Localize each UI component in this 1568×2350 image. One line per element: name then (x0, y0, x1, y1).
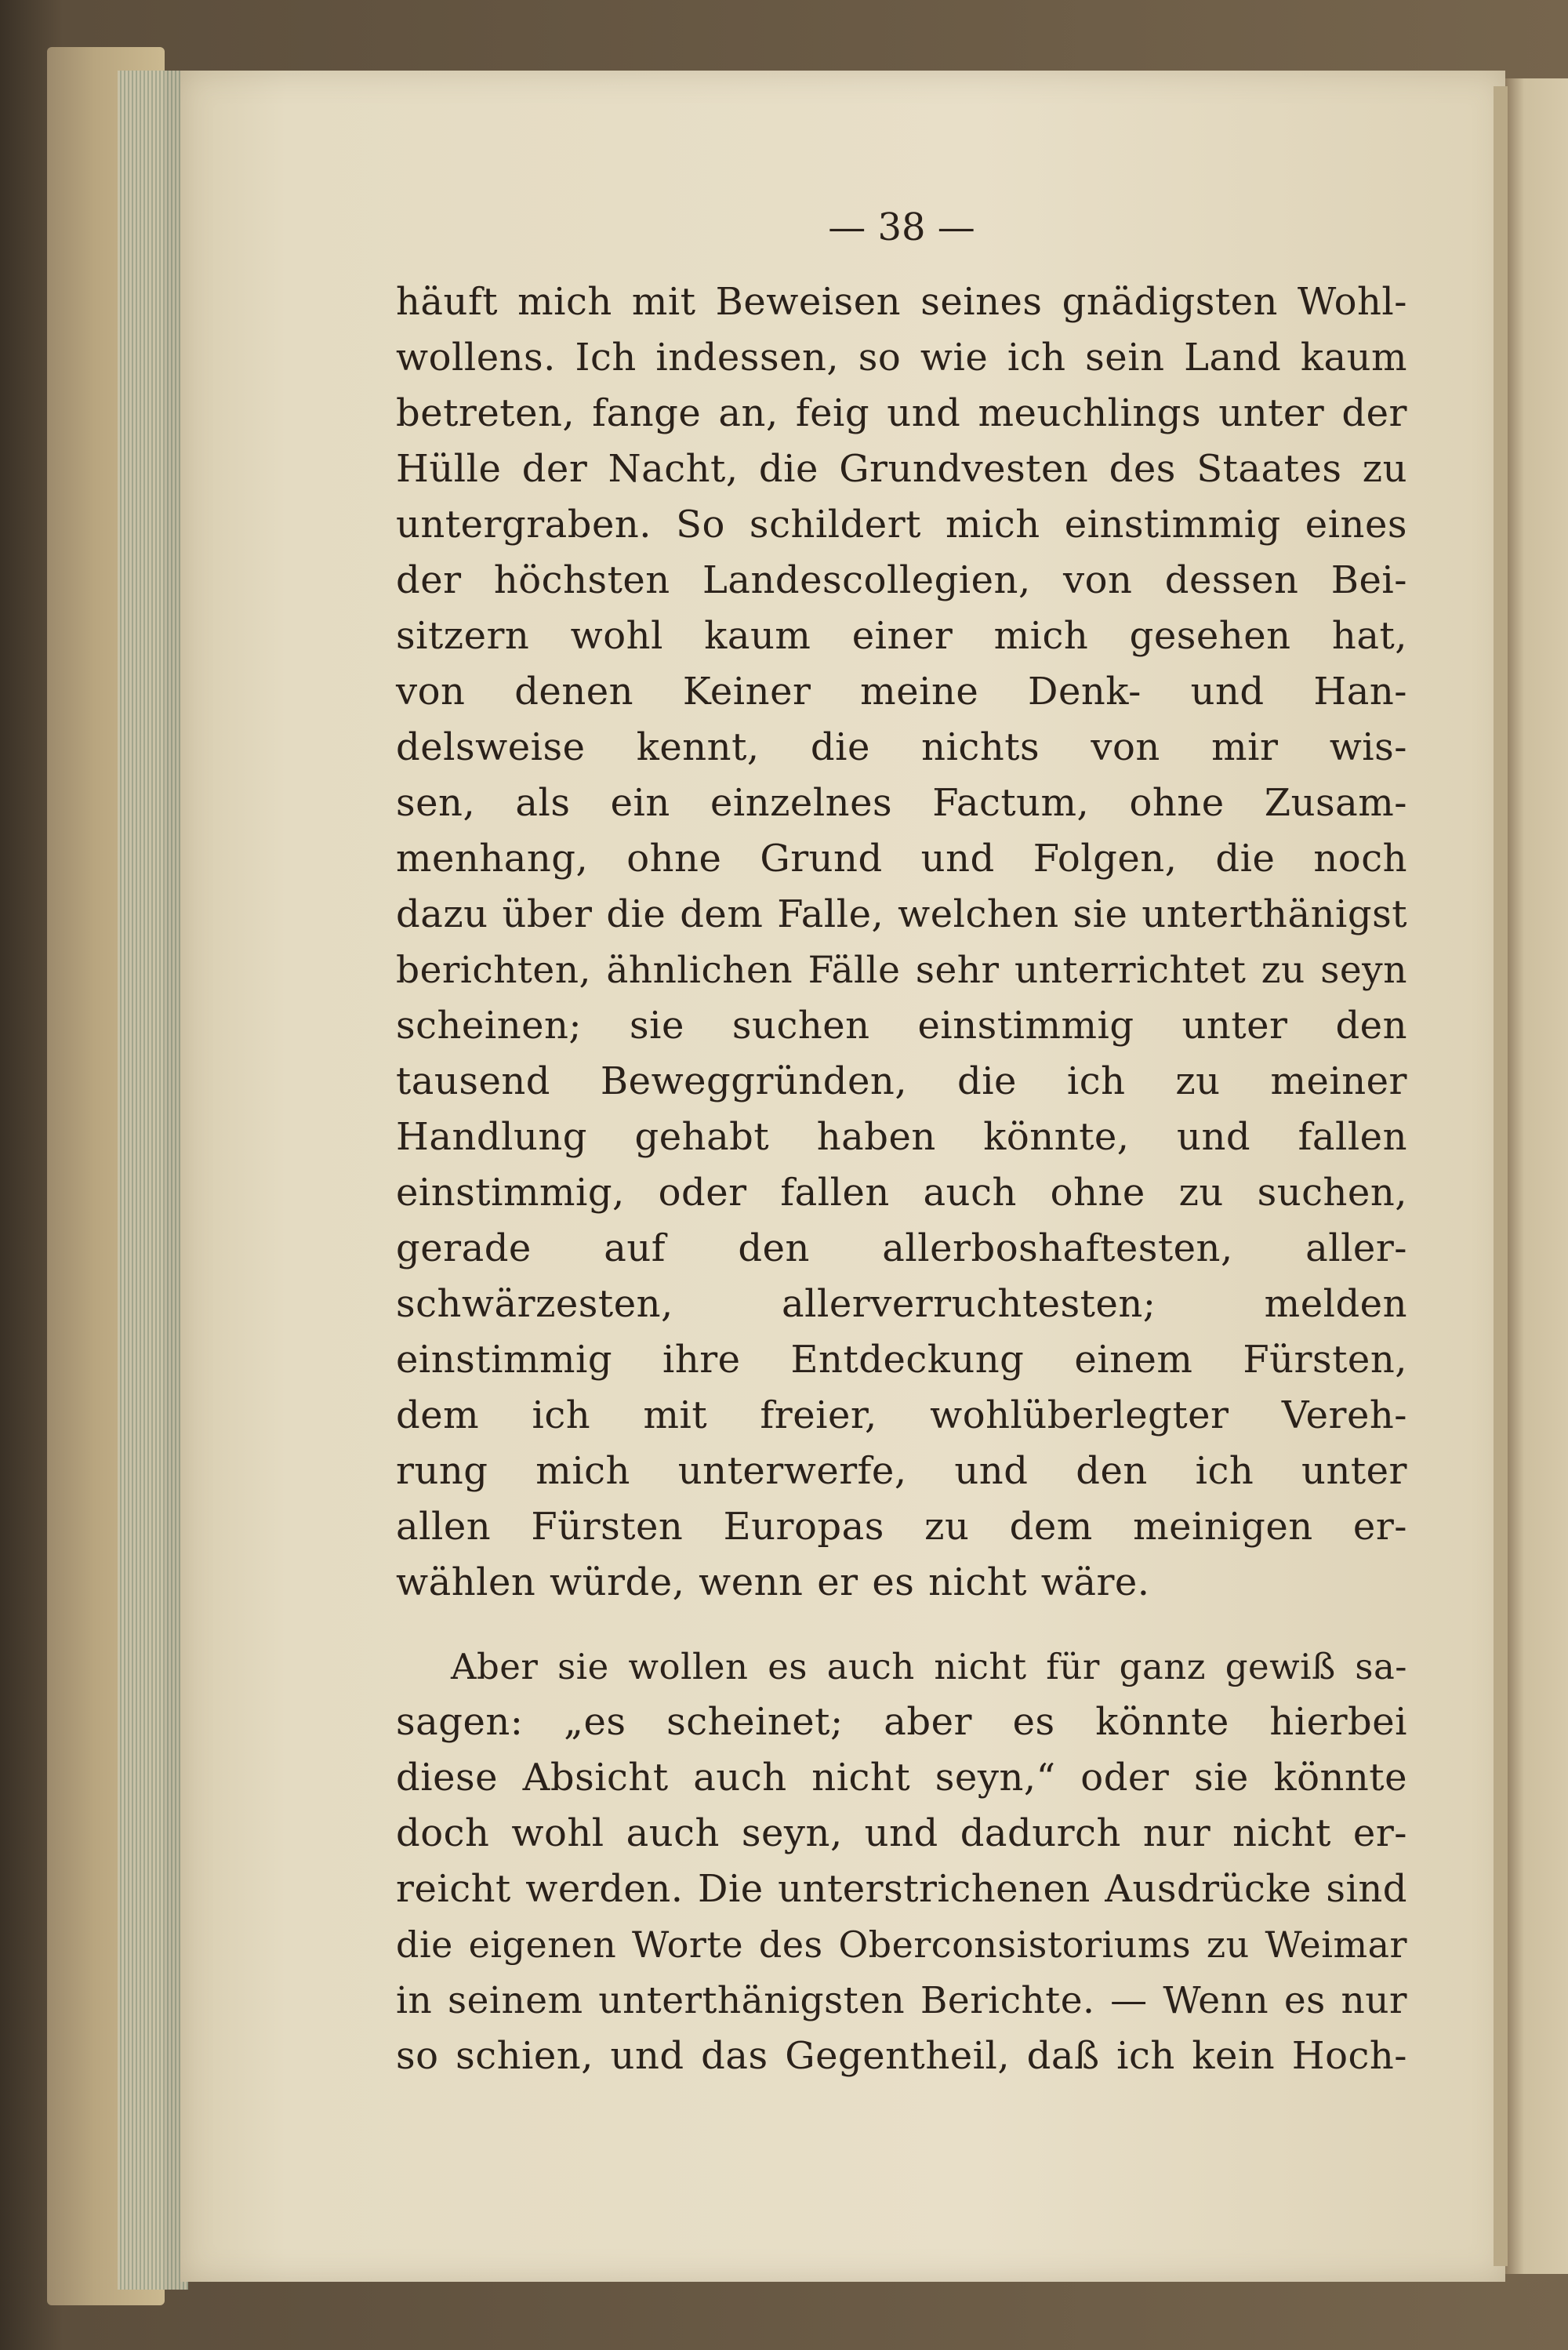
gutter-shadow (1494, 86, 1508, 2266)
text-line: menhang, ohne Grund und Folgen, die noch (396, 837, 1407, 881)
text-line: tausend Beweggründen, die ich zu meiner (396, 1059, 1407, 1103)
text-line: sitzern wohl kaum einer mich gesehen hat, (396, 614, 1407, 658)
text-line: Hülle der Nacht, die Grundvesten des Staates zu (396, 447, 1407, 491)
text-line: reicht werden. Die unterstrichenen Ausdrücke sind (396, 1867, 1407, 1911)
paragraph-2 (396, 1639, 1407, 2084)
text-line: diese Absicht auch nicht seyn,“ oder sie könnte (396, 1756, 1407, 1800)
text-line: doch wohl auch seyn, und dadurch nur nicht er- (396, 1811, 1407, 1855)
page-number: — 38 — (828, 205, 975, 249)
text-line: betreten, fange an, feig und meuchlings unter der (396, 391, 1407, 435)
paragraph-1 (396, 274, 1407, 1611)
page-edges (118, 71, 188, 2290)
text-line: dazu über die dem Falle, welchen sie unterthänigst (396, 892, 1407, 936)
text-line: häuft mich mit Beweisen seines gnädigsten Wohl- (396, 280, 1407, 324)
text-line: schwärzesten, allerverruchtesten; melden (396, 1282, 1407, 1326)
text-line: wählen würde, wenn er es nicht wäre. (396, 1560, 1150, 1604)
text-line: scheinen; sie suchen einstimmig unter den (396, 1004, 1407, 1048)
text-line: einstimmig, oder fallen auch ohne zu suchen, (396, 1171, 1407, 1215)
text-line: rung mich unterwerfe, und den ich unter (396, 1449, 1407, 1493)
text-line: der höchsten Landescollegien, von dessen Bei- (396, 558, 1407, 602)
text-line: berichten, ähnlichen Fälle sehr unterrichtet zu seyn (396, 949, 1407, 992)
text-line: von denen Keiner meine Denk- und Han- (396, 670, 1407, 714)
text-line: allen Fürsten Europas zu dem meinigen er- (396, 1505, 1407, 1549)
text-line: in seinem unterthänigsten Berichte. — Wenn es nur (396, 1979, 1407, 2022)
text-line: einstimmig ihre Entdeckung einem Fürsten, (396, 1338, 1407, 1382)
text-line: dem ich mit freier, wohlüberlegter Vereh- (396, 1393, 1407, 1437)
text-line: Handlung gehabt haben könnte, und fallen (396, 1115, 1407, 1159)
facing-page-edge (1505, 78, 1568, 2274)
text-line: sen, als ein einzelnes Factum, ohne Zusam- (396, 781, 1407, 825)
text-line: untergraben. So schildert mich einstimmig eines (396, 503, 1407, 547)
text-line: Aber sie wollen es auch nicht für ganz gewiß sa- (451, 1646, 1407, 1687)
text-line: sagen: „es scheinet; aber es könnte hierbei (396, 1700, 1407, 1744)
text-line: wollens. Ich indessen, so wie ich sein Land kaum (396, 336, 1407, 380)
text-line: delsweise kennt, die nichts von mir wis- (396, 725, 1407, 769)
text-line: gerade auf den allerboshaftesten, aller- (396, 1226, 1407, 1270)
text-line: die eigenen Worte des Oberconsistoriums zu Weimar (396, 1923, 1407, 1966)
text-line: so schien, und das Gegentheil, daß ich kein Hoch- (396, 2034, 1407, 2078)
